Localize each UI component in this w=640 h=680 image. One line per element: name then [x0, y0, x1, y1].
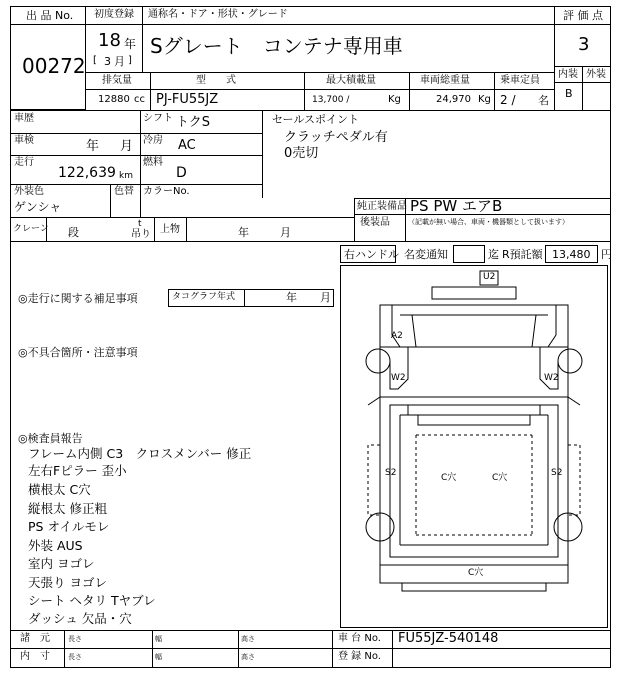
- mark-c-hole-2: C穴: [492, 473, 508, 483]
- exterior-label: 外装: [586, 69, 606, 80]
- genuine-equipment-value: PS PW エアB: [410, 197, 503, 215]
- mileage-label: 走行: [14, 157, 34, 168]
- interior-value: B: [565, 87, 573, 100]
- shift-label: シフト: [143, 113, 173, 124]
- inspector-line: 外装 AUS: [28, 538, 83, 553]
- mileage-value: 122,639: [58, 165, 116, 181]
- sales-point-line-1: クラッチペダル有: [284, 130, 388, 145]
- mark-c-hole-1: C穴: [441, 473, 457, 483]
- mark-u2: U2: [483, 272, 496, 282]
- first-reg-year: 18: [98, 30, 121, 51]
- model-code-value: PJ-FU55JZ: [156, 92, 219, 107]
- width-label: 幅: [155, 635, 162, 643]
- mark-a2: A2: [391, 331, 403, 341]
- chassis-label: 車 台 No.: [338, 633, 381, 644]
- capacity-unit: 名: [538, 94, 549, 107]
- max-load-unit: Kg: [388, 94, 401, 105]
- inner-width-label: 幅: [155, 653, 162, 661]
- lot-label: 出 品 No.: [26, 9, 74, 22]
- mark-s2-right: S2: [551, 468, 563, 478]
- chassis-value: FU55JZ-540148: [398, 631, 499, 646]
- crane-label: クレーン: [13, 224, 49, 234]
- r-deposit-unit: 円: [601, 248, 612, 261]
- model-name: Sグレート コンテナ専用車: [150, 34, 403, 58]
- name-change-box: [453, 245, 485, 263]
- lot-number: 00272: [22, 54, 86, 78]
- history-label: 車歴: [14, 113, 34, 124]
- driving-remarks-label: ◎走行に関する補足事項: [18, 292, 138, 305]
- inspector-line: 横根太 C穴: [28, 482, 91, 497]
- gross-weight-value: 24,970: [436, 94, 471, 105]
- month-bracket-open: [: [93, 55, 97, 66]
- tachograph-label: タコグラフ年式: [172, 292, 236, 302]
- fuel-value: D: [176, 165, 187, 181]
- name-change-label: 名変通知: [404, 248, 448, 261]
- inspector-line: 室内 ヨゴレ: [28, 556, 95, 571]
- inspector-line: 縦根太 修正粗: [28, 501, 107, 516]
- registration-label: 登 録 No.: [338, 651, 381, 662]
- mileage-unit: km: [119, 171, 133, 181]
- ac-label: 冷房: [143, 135, 163, 146]
- capacity-label: 乗車定員: [500, 75, 540, 86]
- fuel-label: 燃料: [143, 157, 163, 168]
- model-label: 通称名・ドア・形状・グレード: [148, 9, 288, 20]
- height-label: 高さ: [241, 635, 255, 643]
- steering-value: 右ハンドル: [344, 248, 399, 261]
- dims-label: 諸 元: [20, 633, 50, 644]
- inspector-line: 左右Fピラー 歪小: [28, 463, 127, 478]
- r-deposit-value: 13,480: [552, 248, 591, 261]
- inspector-line: シート ヘタリ Tヤブレ: [28, 593, 156, 608]
- inspector-line: ダッシュ 欠品・穴: [28, 611, 132, 626]
- sales-point-label: セールスポイント: [272, 113, 360, 126]
- sales-point-line-2: 0売切: [284, 146, 319, 161]
- rating-value: 3: [578, 34, 590, 55]
- mark-s2-left: S2: [385, 468, 397, 478]
- max-load-label: 最大積載量: [326, 75, 376, 86]
- ac-value: AC: [178, 138, 196, 153]
- mark-w2-right: W2: [544, 373, 559, 383]
- displacement-value: 12880: [98, 94, 130, 105]
- shift-value: トクS: [176, 115, 210, 130]
- tachograph-year-unit: 年: [286, 291, 297, 304]
- inner-height-label: 高さ: [241, 653, 255, 661]
- inspection-year-unit: 年: [86, 139, 100, 154]
- r-deposit-label: R預託額: [502, 248, 543, 261]
- inspector-line: 天張り ヨゴレ: [28, 575, 107, 590]
- aftermarket-label: 後装品: [360, 217, 390, 228]
- deck-year-unit: 年: [238, 226, 249, 239]
- max-load-value: 13,700 /: [312, 95, 350, 105]
- mark-c-hole-3: C穴: [468, 568, 484, 578]
- deck-label: 上物: [160, 224, 180, 235]
- inspector-line: PS オイルモレ: [28, 519, 110, 534]
- deck-month-unit: 月: [280, 226, 291, 239]
- defects-label: ◎不具合箇所・注意事項: [18, 346, 138, 359]
- length-label: 長さ: [68, 635, 82, 643]
- inner-length-label: 長さ: [68, 653, 82, 661]
- mark-w2-left: W2: [391, 373, 406, 383]
- displacement-unit: cc: [134, 94, 145, 105]
- crane-stage-unit: 段: [68, 226, 79, 239]
- first-reg-month: 3: [104, 55, 111, 68]
- month-bracket-close: ]: [128, 55, 132, 66]
- color-change-label: 色替: [114, 186, 134, 197]
- inspection-month-unit: 月: [120, 139, 134, 154]
- exterior-color-label: 外装色: [14, 186, 44, 197]
- crane-ton-unit: t: [138, 219, 142, 229]
- exterior-color-value: ゲンシャ: [14, 200, 62, 214]
- recycle-until-label: 迄: [488, 248, 499, 261]
- aftermarket-note: （記載が無い場合、車両・機器類として扱います）: [408, 218, 569, 226]
- genuine-equipment-label: 純正装備品: [357, 201, 407, 212]
- inspector-report-label: ◎検査員報告: [18, 432, 83, 445]
- displacement-label: 排気量: [102, 75, 132, 86]
- color-no-label: カラーNo.: [143, 186, 190, 197]
- model-code-label: 型 式: [196, 75, 236, 86]
- gross-weight-unit: Kg: [478, 94, 491, 105]
- capacity-value: 2 /: [500, 93, 516, 107]
- crane-hoist-unit: 吊り: [131, 229, 151, 240]
- inspection-label: 車検: [14, 135, 34, 146]
- inspector-line: フレーム内側 C3 クロスメンバー 修正: [28, 446, 252, 461]
- inner-dims-label: 内 寸: [20, 651, 50, 662]
- rating-label: 評 価 点: [563, 9, 603, 22]
- month-unit: 月: [114, 55, 125, 68]
- year-unit: 年: [124, 37, 137, 51]
- tachograph-month-unit: 月: [320, 291, 331, 304]
- interior-label: 内装: [558, 69, 578, 80]
- gross-weight-label: 車両総重量: [420, 75, 470, 86]
- first-reg-label: 初度登録: [94, 9, 134, 20]
